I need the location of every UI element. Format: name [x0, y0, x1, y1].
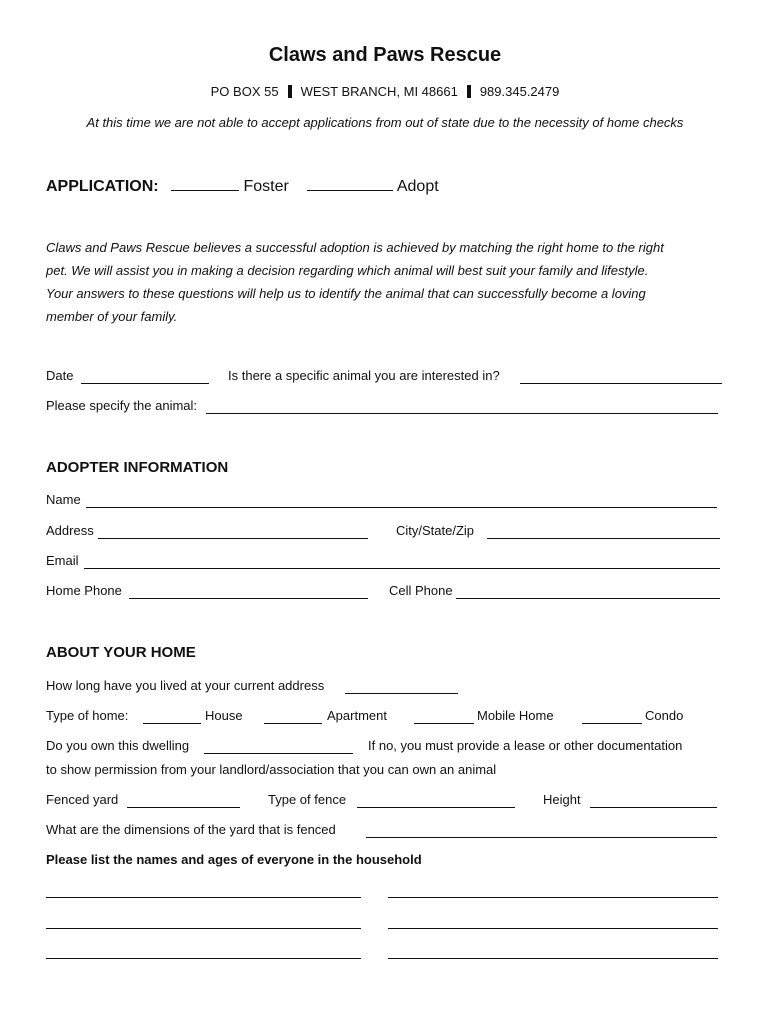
- household-label: Please list the names and ages of everyone in the household: [46, 852, 422, 867]
- city-address: WEST BRANCH, MI 48661: [300, 84, 458, 99]
- foster-blank[interactable]: [171, 176, 239, 191]
- fenced-yard-field[interactable]: [127, 807, 240, 808]
- apartment-blank[interactable]: [264, 723, 322, 724]
- adopt-option: Adopt: [396, 178, 439, 195]
- specific-animal-label: Is there a specific animal you are interested in?: [228, 368, 500, 383]
- apartment-option: Apartment: [327, 708, 387, 723]
- intro-paragraph: [46, 236, 726, 328]
- separator-bar: [467, 85, 471, 98]
- condo-blank[interactable]: [582, 723, 642, 724]
- yard-dimensions-label: What are the dimensions of the yard that is fenced: [46, 822, 336, 837]
- form-title: Claws and Paws Rescue: [268, 44, 502, 66]
- date-field[interactable]: [81, 383, 209, 384]
- own-dwelling-field[interactable]: [204, 753, 353, 754]
- intro-line: pet. We will assist you in making a decision regarding which animal will best suit your family and lifestyle.: [46, 263, 649, 278]
- home-type-label: Type of home:: [46, 708, 129, 723]
- city-state-zip-field[interactable]: [487, 538, 720, 539]
- cell-phone-field[interactable]: [456, 598, 720, 599]
- household-field[interactable]: [388, 958, 718, 959]
- height-field[interactable]: [590, 807, 717, 808]
- cell-phone-label: Cell Phone: [389, 583, 453, 598]
- height-label: Height: [543, 792, 581, 807]
- how-long-field[interactable]: [345, 693, 458, 694]
- application-type-row: [46, 176, 439, 196]
- specify-animal-label: Please specify the animal:: [46, 398, 198, 413]
- contact-line: [0, 84, 770, 99]
- intro-line: Claws and Paws Rescue believes a successful adoption is achieved by matching the right home to the right: [46, 240, 664, 255]
- fenced-yard-label: Fenced yard: [46, 792, 119, 807]
- separator-bar: [288, 85, 292, 98]
- fence-type-field[interactable]: [357, 807, 515, 808]
- name-label: Name: [46, 492, 81, 507]
- intro-line: Your answers to these questions will help us to identify the animal that can successfully become a loving: [46, 286, 646, 301]
- house-blank[interactable]: [143, 723, 201, 724]
- about-home-heading: ABOUT YOUR HOME: [46, 644, 196, 661]
- household-field[interactable]: [388, 897, 718, 898]
- fence-type-label: Type of fence: [268, 792, 347, 807]
- city-state-zip-label: City/State/Zip: [396, 523, 475, 538]
- adopter-info-heading: ADOPTER INFORMATION: [46, 459, 229, 476]
- email-field[interactable]: [84, 568, 720, 569]
- specify-animal-field[interactable]: [206, 413, 718, 414]
- mobile-home-option: Mobile Home: [477, 708, 554, 723]
- address-label: Address: [46, 523, 94, 538]
- lease-note: If no, you must provide a lease or other documentation: [368, 738, 683, 753]
- out-of-state-notice: At this time we are not able to accept applications from out of state due to the necessity of home checks: [86, 115, 684, 130]
- house-option: House: [205, 708, 243, 723]
- po-box: PO BOX 55: [210, 84, 279, 99]
- intro-line: member of your family.: [46, 309, 178, 324]
- own-dwelling-label: Do you own this dwelling: [46, 738, 190, 753]
- household-field[interactable]: [46, 958, 361, 959]
- yard-dimensions-field[interactable]: [366, 837, 717, 838]
- how-long-label: How long have you lived at your current address: [46, 678, 325, 693]
- condo-option: Condo: [645, 708, 684, 723]
- home-phone-field[interactable]: [129, 598, 368, 599]
- household-field[interactable]: [388, 928, 718, 929]
- address-field[interactable]: [98, 538, 368, 539]
- household-field[interactable]: [46, 928, 361, 929]
- household-field[interactable]: [46, 897, 361, 898]
- mobile-home-blank[interactable]: [414, 723, 474, 724]
- foster-option: Foster: [243, 178, 289, 195]
- phone-number: 989.345.2479: [479, 84, 560, 99]
- home-phone-label: Home Phone: [46, 583, 122, 598]
- email-label: Email: [46, 553, 79, 568]
- application-label: APPLICATION:: [46, 178, 159, 195]
- date-label: Date: [46, 368, 74, 383]
- specific-animal-field[interactable]: [520, 383, 722, 384]
- adopt-blank[interactable]: [307, 176, 393, 191]
- name-field[interactable]: [86, 507, 717, 508]
- lease-note-continued: to show permission from your landlord/association that you can own an animal: [46, 762, 497, 777]
